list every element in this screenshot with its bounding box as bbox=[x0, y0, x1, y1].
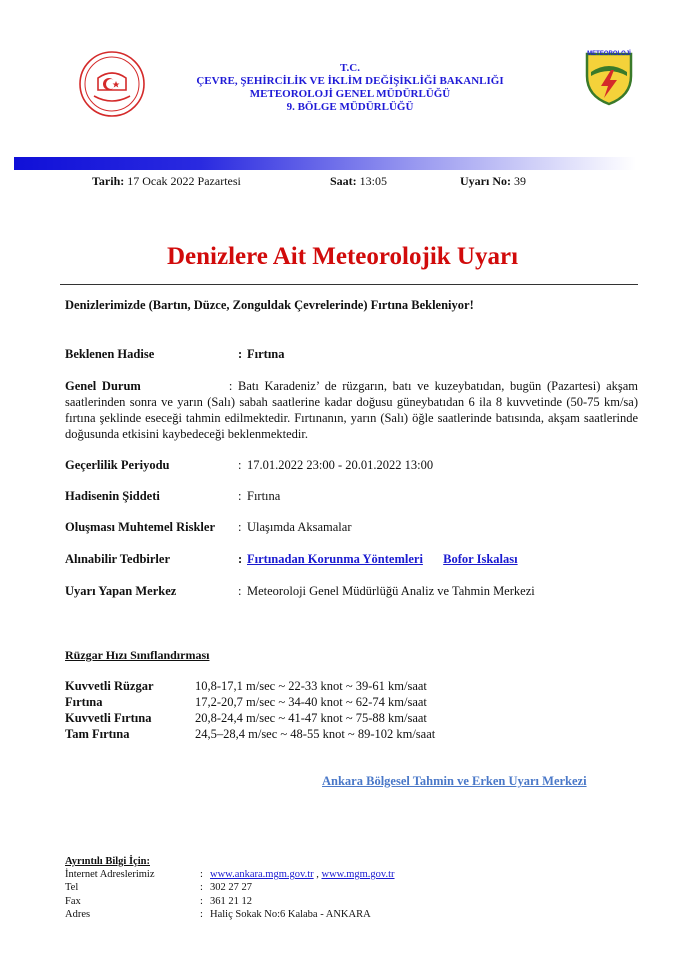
beaufort-scale-link[interactable]: Bofor Iskalası bbox=[443, 552, 518, 566]
time-label: Saat: bbox=[330, 174, 357, 188]
wind-scale-title: Rüzgar Hızı Sınıflandırması bbox=[65, 648, 210, 662]
regional-center-link[interactable]: Ankara Bölgesel Tahmin ve Erken Uyarı Merkezi bbox=[322, 774, 587, 788]
footer-colon: : bbox=[200, 882, 203, 893]
footer-colon: : bbox=[200, 869, 203, 880]
ministry-header bbox=[170, 62, 530, 114]
issuing-center-label: Uyarı Yapan Merkez bbox=[65, 584, 177, 598]
warning-number-label: Uyarı No: bbox=[460, 174, 511, 188]
validity-colon: : bbox=[238, 458, 242, 472]
measures-label: Alınabilir Tedbirler bbox=[65, 552, 170, 566]
expected-event-label: Beklenen Hadise bbox=[65, 347, 155, 361]
wind-scale-value: 10,8-17,1 m/sec ~ 22-33 knot ~ 39-61 km/saat bbox=[195, 679, 427, 693]
warning-number-field bbox=[460, 174, 526, 189]
warning-number-value: 39 bbox=[514, 174, 526, 188]
title-divider bbox=[60, 284, 638, 285]
footer-fax-row bbox=[65, 896, 565, 910]
expected-event-value: Fırtına bbox=[247, 347, 285, 361]
severity-value: Fırtına bbox=[247, 489, 281, 503]
risks-label: Oluşması Muhtemel Riskler bbox=[65, 520, 215, 534]
validity-label: Geçerlilik Periyodu bbox=[65, 458, 170, 472]
wind-scale-name: Tam Fırtına bbox=[65, 727, 130, 741]
risks-colon: : bbox=[238, 520, 242, 534]
general-situation: Genel Durum : Batı Karadeniz’ de rüzgarın, batı ve kuzeybatıdan, bugün (Pazartesi) akşam saatlerinden sonra ve yarın (Salı) sabah saatlerine kadar doğusu güneybatıdan 6 ila 8 kuvvetinde (50-75 km/sa) fırtına şeklinde eseceği tahmin edilmektedir. Fırtınanın, yarın (Salı) öğle saatlerinde batısında, akşam saatlerinde doğusunda etkisini kaybedeceği beklenmektedir. bbox=[65, 379, 639, 441]
risks-value: Ulaşımda Aksamalar bbox=[247, 520, 352, 534]
wind-scale-value: 20,8-24,4 m/sec ~ 41-47 knot ~ 75-88 km/saat bbox=[195, 711, 427, 725]
footer-fax-value: 361 21 12 bbox=[210, 896, 252, 907]
date-value: 17 Ocak 2022 Pazartesi bbox=[127, 174, 241, 188]
footer-tel-label: Tel bbox=[65, 882, 79, 893]
issuing-center-value: Meteoroloji Genel Müdürlüğü Analiz ve Tahmin Merkezi bbox=[247, 584, 535, 598]
general-situation-label: Genel Durum bbox=[65, 379, 141, 393]
validity-value: 17.01.2022 23:00 - 20.01.2022 13:00 bbox=[247, 458, 434, 472]
footer-colon: : bbox=[200, 909, 203, 920]
mgm-link[interactable]: www.mgm.gov.tr bbox=[321, 869, 395, 880]
footer-fax-label: Fax bbox=[65, 896, 81, 907]
document-title: Denizlere Ait Meteorolojik Uyarı bbox=[166, 243, 519, 270]
issuing-center-colon: : bbox=[238, 584, 242, 598]
footer-tel-value: 302 27 27 bbox=[210, 882, 252, 893]
footer-address-row bbox=[65, 909, 565, 923]
wind-scale-name: Fırtına bbox=[65, 695, 103, 709]
severity-colon: : bbox=[238, 489, 242, 503]
measures-links bbox=[247, 552, 518, 567]
footer-colon: : bbox=[200, 896, 203, 907]
general-situation-value: Batı Karadeniz’ de rüzgarın, batı ve kuzeybatıdan, bugün (Pazartesi) akşam saatlerinden sonra ve yarın (Salı) sabah saatlerine kadar doğusu güneybatıdan 6 ila 8 kuvvetinde (50-75 km/sa) fırtına şeklinde eseceği tahmin edilmektedir. Fırtınanın, yarın (Salı) öğle saatlerinde batısında, akşam saatlerinde doğusunda etkisini kaybedeceği beklenmektedir. bbox=[65, 379, 639, 441]
header-line-4: 9. BÖLGE MÜDÜRLÜĞÜ bbox=[286, 101, 414, 113]
wind-scale-value: 24,5–28,4 m/sec ~ 48-55 knot ~ 89-102 km/saat bbox=[195, 727, 436, 741]
time-field bbox=[330, 174, 387, 189]
meteoroloji-emblem-text: METEOROLOJİ bbox=[587, 51, 631, 57]
footer-address-label: Adres bbox=[65, 909, 91, 920]
footer-address-value: Haliç Sokak No:6 Kalaba - ANKARA bbox=[210, 909, 371, 920]
expected-event-colon: : bbox=[238, 347, 243, 361]
footer-internet-value bbox=[210, 869, 395, 880]
time-value: 13:05 bbox=[359, 174, 388, 188]
warning-subject: Denizlerimizde (Bartın, Düzce, Zonguldak Çevrelerinde) Fırtına Bekleniyor! bbox=[65, 298, 474, 312]
header-line-3: METEOROLOJİ GENEL MÜDÜRLÜĞÜ bbox=[249, 88, 451, 100]
severity-label: Hadisenin Şiddeti bbox=[65, 489, 160, 503]
ankara-mgm-link[interactable]: www.ankara.mgm.gov.tr bbox=[210, 869, 314, 880]
wind-scale-name: Kuvvetli Rüzgar bbox=[65, 679, 154, 693]
date-field bbox=[92, 174, 241, 189]
date-label: Tarih: bbox=[92, 174, 125, 188]
header-line-1: T.C. bbox=[340, 62, 360, 74]
footer-internet-row bbox=[65, 869, 565, 883]
ministry-emblem bbox=[78, 50, 146, 118]
footer-link-separator: , bbox=[313, 869, 322, 880]
measures-colon: : bbox=[238, 552, 243, 566]
footer-title: Ayrıntılı Bilgi İçin: bbox=[65, 856, 150, 867]
wind-scale-name: Kuvvetli Fırtına bbox=[65, 711, 152, 725]
meteoroloji-emblem bbox=[585, 50, 633, 106]
footer-tel-row bbox=[65, 882, 565, 896]
wind-scale-value: 17,2-20,7 m/sec ~ 34-40 knot ~ 62-74 km/saat bbox=[195, 695, 427, 709]
storm-protection-link[interactable]: Fırtınadan Korunma Yöntemleri bbox=[247, 552, 423, 566]
footer-internet-label: İnternet Adreslerimiz bbox=[65, 869, 155, 880]
header-color-band bbox=[14, 157, 636, 170]
header-line-2: ÇEVRE, ŞEHİRCİLİK VE İKLİM DEĞİŞİKLİĞİ BAKANLIĞI bbox=[196, 75, 504, 87]
